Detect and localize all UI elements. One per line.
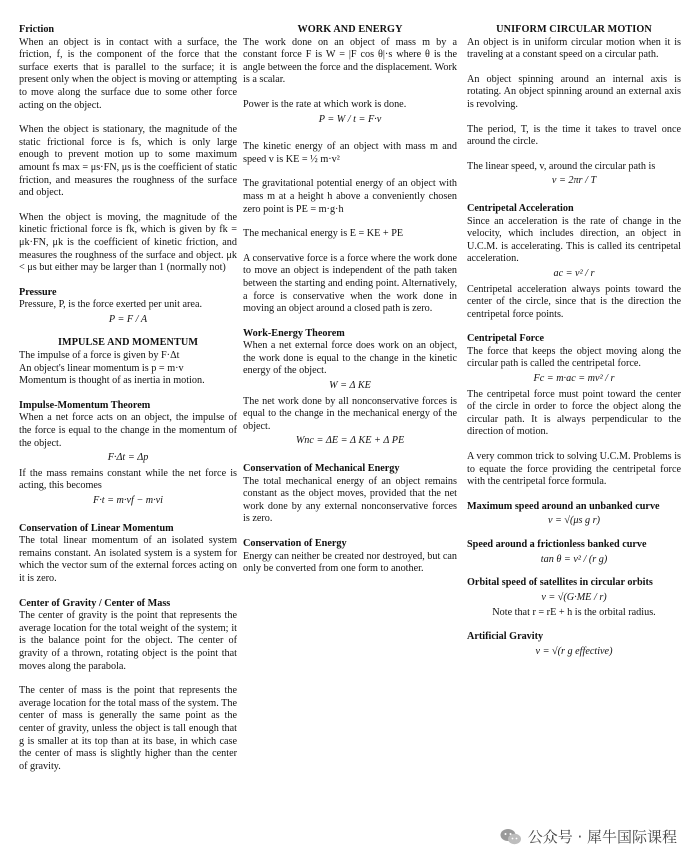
heading-orbital-speed: Orbital speed of satellites in circular orbits — [467, 577, 653, 589]
heading-centripetal-acceleration: Centripetal Acceleration — [467, 202, 574, 214]
constant-mass-paragraph: If the mass remains constant while the net force is acting, this becomes — [19, 467, 237, 492]
power-equation: P = W / t = F·v — [318, 113, 382, 125]
potential-energy-paragraph: The gravitational potential energy of an object with mass m at a height h above a conveniently chosen zero point is PE = m·g·h — [243, 178, 457, 215]
heading-conservation-linear-momentum: Conservation of Linear Momentum — [19, 522, 174, 534]
banked-curve-equation: tan θ = v² / (r g) — [540, 553, 608, 565]
heading-friction: Friction — [19, 24, 55, 35]
centripetal-acceleration-paragraph-2: Centripetal acceleration always points toward the center of the circle, since that is the direction the centripetal force points. — [467, 283, 681, 320]
momentum-inertia-note: Momentum is thought of as inertia in motion. — [19, 375, 205, 387]
heading-work-energy: WORK AND ENERGY — [297, 24, 403, 35]
heading-unbanked-curve: Maximum speed around an unbanked curve — [467, 500, 660, 512]
conservation-momentum-paragraph: The total linear momentum of an isolated system remains constant. An isolated system is a system for which the vector sum of the external forces acting on it is zero. — [19, 535, 237, 584]
linear-speed-equation: v = 2πr / T — [551, 175, 597, 187]
column-middle — [243, 24, 457, 576]
impulse-definition: The impulse of a force is given by F·Δt — [19, 350, 180, 362]
ucm-paragraph-1: An object is in uniform circular motion when it is traveling at a constant speed on a circular path. — [467, 36, 681, 61]
center-of-mass-paragraph: The center of mass is the point that represents the average location for the total mass of the system. The center of mass is generally the same point as the center of gravity, unless the object is tall enough that g is smaller at its top than at its base, in which case the center of mass is slightly higher than the center of gravity. — [19, 685, 237, 772]
impulse-theorem-equation: F·Δt = Δp — [107, 452, 149, 464]
orbital-radius-note: Note that r = rE + h is the orbital radius. — [492, 607, 656, 619]
ucm-paragraph-2: An object spinning around an internal axis is rotating. An object spinning around an external axis is revolving. — [467, 73, 681, 110]
centripetal-acceleration-paragraph-1: Since an acceleration is the rate of change in the velocity, which includes direction, an object in U.C.M. is accelerating. This is called its centripetal acceleration. — [467, 215, 681, 265]
heading-center-of-gravity: Center of Gravity / Center of Mass — [19, 597, 171, 609]
heading-conservation-mechanical-energy: Conservation of Mechanical Energy — [243, 463, 400, 475]
friction-paragraph-2: When the object is stationary, the magnitude of the static frictional force is fs, which is only large enough to prevent motion up to some maximum amount fs max = μs·FN, μs is the coefficient of static friction, and measures the roughness of the surface and object. — [19, 124, 237, 199]
centripetal-force-paragraph-2: The centripetal force must point toward the center of the circle in order to force the object along the circular path. It is always perpendicular to the direction of motion. — [467, 388, 681, 438]
column-right — [467, 24, 681, 661]
work-paragraph: The work done on an object of mass m by a constant force F is W = |F cos θ|·s where θ is the angle between the force and the displacement. Work is a scalar. — [243, 36, 457, 86]
pressure-paragraph: Pressure, P, is the force exerted per unit area. — [19, 299, 203, 311]
wechat-icon — [500, 828, 522, 846]
friction-paragraph-3: When the object is moving, the magnitude of the kinetic frictional force is fk, which is given by fk = μk·FN, μk is the coefficient of kinetic friction, and measures the roughness of the surface and object. μk < μs but either may be larger than 1 (normally not) — [19, 211, 237, 274]
unbanked-curve-equation: v = √(μs g r) — [547, 515, 601, 527]
work-energy-theorem-paragraph-1: When a net external force does work on an object, the work done is equal to the change in the kinetic energy of the object. — [243, 340, 457, 377]
work-energy-theorem-paragraph-2: The net work done by all nonconservative forces is equal to the change in the mechanical energy of the object. — [243, 395, 457, 432]
column-left — [19, 24, 237, 773]
center-of-gravity-paragraph: The center of gravity is the point that represents the average location for the total weight of the system; it is the balance point for the object. The center of gravity of a thrown, rotating object is the point that moves along the parabola. — [19, 610, 237, 672]
heading-pressure: Pressure — [19, 286, 57, 298]
watermark-text: 公众号 · 犀牛国际课程 — [527, 827, 677, 846]
constant-mass-equation: F·t = m·vf − m·vi — [92, 495, 164, 506]
kinetic-energy-paragraph: The kinetic energy of an object with mass m and speed v is KE = ½ m·v² — [243, 141, 457, 165]
impulse-theorem-paragraph: When a net force acts on an object, the impulse of the force is equal to the change in the momentum of the object. — [19, 412, 237, 449]
centripetal-force-paragraph-3: A very common trick to solving U.C.M. Problems is to equate the force providing the centripetal force with the centripetal force formula. — [467, 451, 681, 488]
pressure-equation: P = F / A — [108, 313, 148, 325]
power-paragraph: Power is the rate at which work is done. — [243, 98, 407, 110]
artificial-gravity-equation: v = √(r g effective) — [535, 645, 613, 657]
heading-impulse-momentum: IMPULSE AND MOMENTUM — [57, 337, 199, 349]
centripetal-force-equation: Fc = m·ac = mv² / r — [533, 373, 615, 385]
centripetal-acceleration-equation: ac = v² / r — [553, 267, 595, 279]
conservation-energy-paragraph: Energy can neither be created nor destroyed, but can only be converted from one form to another. — [243, 550, 457, 575]
ucm-paragraph-3: The period, T, is the time it takes to travel once around the circle. — [467, 123, 681, 148]
ucm-paragraph-4: The linear speed, v, around the circular path is — [467, 160, 656, 172]
centripetal-force-paragraph-1: The force that keeps the object moving along the circular path is called the centripetal force. — [467, 345, 681, 370]
heading-impulse-momentum-theorem: Impulse-Momentum Theorem — [19, 399, 151, 411]
heading-artificial-gravity: Artificial Gravity — [467, 630, 544, 642]
friction-paragraph-1: When an object is in contact with a surface, the friction, f, is the component of the force that the surface exerts that is parallel to the surface; it is present only when the object is moving or attempting to move along the surface due to some other force acting on the object. — [19, 36, 237, 111]
work-energy-equation-1: W = Δ KE — [329, 380, 371, 392]
heading-conservation-energy: Conservation of Energy — [243, 538, 347, 549]
work-energy-equation-2: Wnc = ΔE = Δ KE + Δ PE — [295, 435, 405, 447]
watermark — [500, 828, 677, 846]
heading-banked-curve: Speed around a frictionless banked curve — [467, 539, 647, 550]
heading-uniform-circular-motion: UNIFORM CIRCULAR MOTION — [496, 24, 652, 35]
conservative-force-paragraph: A conservative force is a force where the work done to move an object is independent of the path taken between the starting and ending point. Alternatively, a force is conservative when the work done in moving an object around a closed path is zero. — [243, 252, 457, 315]
mechanical-energy-paragraph: The mechanical energy is E = KE + PE — [243, 228, 404, 240]
momentum-definition: An object's linear momentum is p = m·v — [19, 362, 184, 374]
heading-work-energy-theorem: Work-Energy Theorem — [243, 327, 345, 339]
orbital-speed-equation: v = √(G·ME / r) — [541, 591, 607, 603]
conservation-mechanical-energy-paragraph: The total mechanical energy of an object remains constant as the object moves, provided that the net work done by any external nonconservative forces is zero. — [243, 475, 457, 525]
heading-centripetal-force: Centripetal Force — [467, 333, 545, 345]
